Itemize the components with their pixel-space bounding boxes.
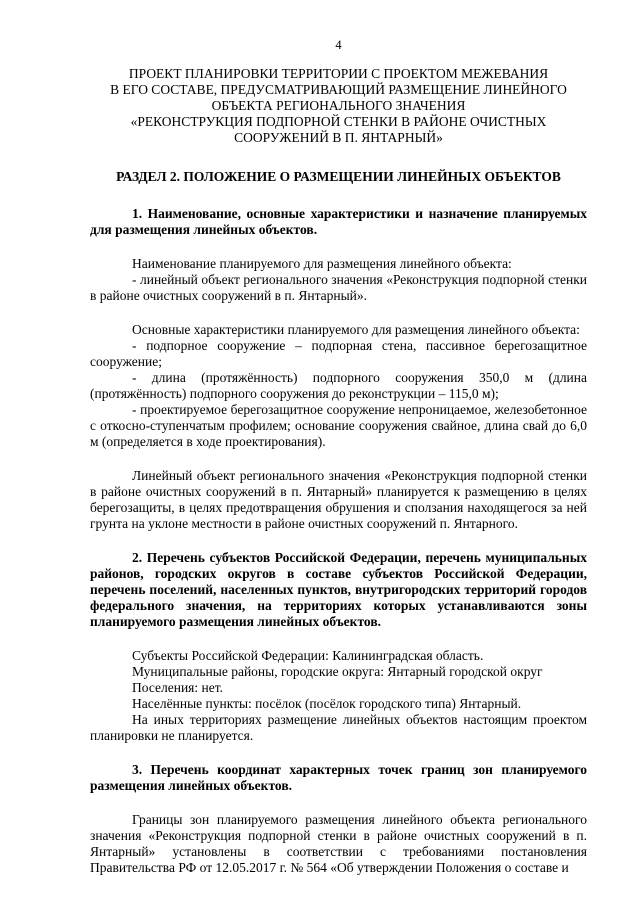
other-territories-paragraph: На иных территориях размещение линейных объектов настоящим проектом планировки не планируется. [90,712,587,743]
settlements-line: Поселения: нет. [132,680,223,695]
purpose-paragraph: Линейный объект регионального значения «Реконструкция подпорной стенки в районе очистных сооружений в п. Янтарный» планируется к размещению в целях берегозащиты, в целях предотвращения обрушения и сползания находящегося за ней грунта на уклоне местности в районе очистных сооружений п. Янтарного. [90,468,587,531]
title-line: ПРОЕКТ ПЛАНИРОВКИ ТЕРРИТОРИИ С ПРОЕКТОМ МЕЖЕВАНИЯ [128,66,549,81]
page-number: 4 [335,38,342,52]
title-line: СООРУЖЕНИЙ В П. ЯНТАРНЫЙ» [234,130,443,145]
populated-places-line: Населённые пункты: посёлок (посёлок городского типа) Янтарный. [132,696,522,711]
document-title [90,66,587,146]
federal-subjects-line: Субъекты Российской Федерации: Калининградская область. [132,648,484,663]
title-line: В ЕГО СОСТАВЕ, ПРЕДУСМАТРИВАЮЩИЙ РАЗМЕЩЕНИЕ ЛИНЕЙНОГО [110,82,567,97]
name-item: - линейный объект регионального значения «Реконструкция подпорной стенки в районе очистных сооружений в п. Янтарный». [90,272,587,303]
title-line: ОБЪЕКТА РЕГИОНАЛЬНОГО ЗНАЧЕНИЯ [211,98,466,113]
municipal-districts-line: Муниципальные районы, городские округа: Янтарный городской округ [132,664,543,679]
document-page [90,38,587,876]
name-intro: Наименование планируемого для размещения линейного объекта: [132,256,512,271]
section-heading: РАЗДЕЛ 2. ПОЛОЖЕНИЕ О РАЗМЕЩЕНИИ ЛИНЕЙНЫХ ОБЪЕКТОВ [116,169,561,184]
characteristics-intro: Основные характеристики планируемого для размещения линейного объекта: [132,322,580,337]
subsection-2-heading: 2. Перечень субъектов Российской Федерации, перечень муниципальных районов, городских округов в составе субъектов Российской Федерации, перечень поселений, населенных пунктов, внутригородских территорий городов федерального значения, на территориях которых устанавливаются зоны планируемого размещения линейных объектов. [90,550,587,629]
characteristics-item: - длина (протяжённость) подпорного сооружения 350,0 м (длина (протяжённость) подпорного сооружения до реконструкции – 115,0 м); [90,370,587,401]
subsection-1-heading: 1. Наименование, основные характеристики и назначение планируемых для размещения линейных объектов. [90,206,587,237]
title-line: «РЕКОНСТРУКЦИЯ ПОДПОРНОЙ СТЕНКИ В РАЙОНЕ ОЧИСТНЫХ [130,114,547,129]
boundaries-paragraph: Границы зон планируемого размещения линейного объекта регионального значения «Реконструкция подпорной стенки в районе очистных сооружений в п. Янтарный» установлены в соответствии с требованиями постановления Правительства РФ от 12.05.2017 г. № 564 «Об утверждении Положения о составе и [90,812,587,875]
subsection-3-heading: 3. Перечень координат характерных точек границ зон планируемого размещения линейных объектов. [90,762,587,793]
characteristics-item: - проектируемое берегозащитное сооружение непроницаемое, железобетонное с откосно-ступенчатым профилем; основание сооружения свайное, длина свай до 6,0 м (определяется в ходе проектирования). [90,402,587,449]
characteristics-item: - подпорное сооружение – подпорная стена, пассивное берегозащитное сооружение; [90,338,587,369]
